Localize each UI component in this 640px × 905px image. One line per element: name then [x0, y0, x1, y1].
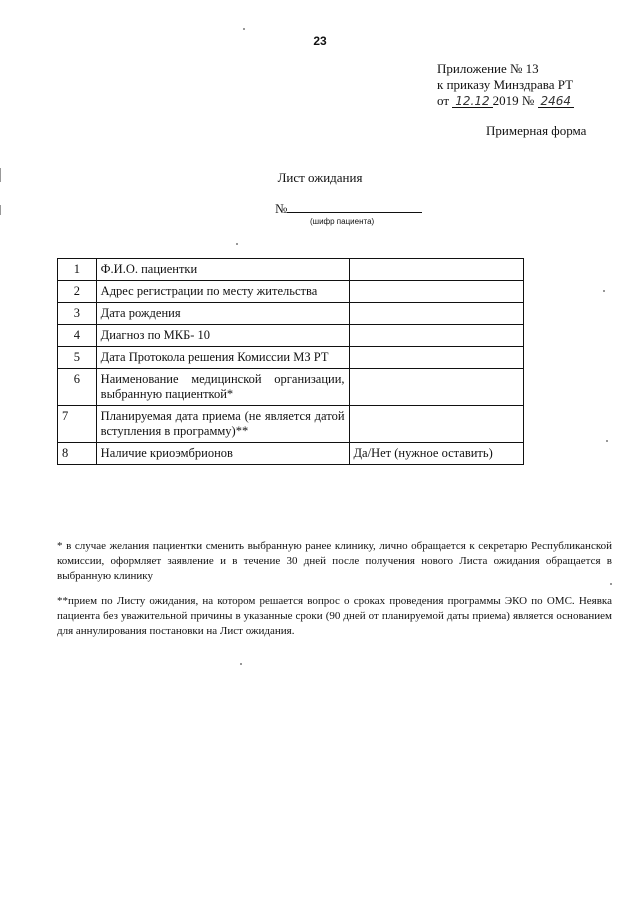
scan-speck	[243, 28, 245, 30]
row-number: 4	[58, 325, 97, 347]
cipher-caption: (шифр пациента)	[310, 217, 375, 226]
row-value	[349, 406, 523, 443]
appendix-date-prefix: от	[437, 93, 450, 108]
row-number: 6	[58, 369, 97, 406]
appendix-line-2: к приказу Минздрава РТ	[437, 77, 574, 92]
row-label: Наличие криоэмбрионов	[96, 443, 349, 465]
row-label: Ф.И.О. пациентки	[96, 259, 349, 281]
row-number: 3	[58, 303, 97, 325]
row-value	[349, 369, 523, 406]
table-row	[58, 325, 524, 347]
table-row	[58, 303, 524, 325]
row-label: Планируемая дата приема (не является датой вступления в программу)**	[96, 406, 349, 443]
row-value	[349, 303, 523, 325]
handwritten-order-number: 2464	[538, 95, 575, 108]
waiting-list-table	[57, 258, 524, 465]
row-number: 7	[58, 406, 97, 443]
patient-number-line	[275, 200, 422, 217]
table-row	[58, 259, 524, 281]
scan-edge-mark	[0, 205, 1, 215]
handwritten-date: 12.12	[452, 95, 492, 108]
table-row	[58, 443, 524, 465]
table-row	[58, 369, 524, 406]
row-value	[349, 259, 523, 281]
patient-cipher-blank	[287, 200, 422, 213]
page-number: 23	[313, 34, 327, 48]
row-value	[349, 347, 523, 369]
row-label: Адрес регистрации по месту жительства	[96, 281, 349, 303]
row-value	[349, 281, 523, 303]
table-row	[58, 347, 524, 369]
scan-speck	[610, 583, 612, 585]
row-label: Дата Протокола решения Комиссии МЗ РТ	[96, 347, 349, 369]
row-value	[349, 325, 523, 347]
table-row	[58, 281, 524, 303]
row-number: 1	[58, 259, 97, 281]
scan-speck	[236, 243, 238, 245]
appendix-line-1: Приложение № 13	[437, 61, 539, 76]
footnote-appointment: **прием по Листу ожидания, на котором решается вопрос о сроках проведения программы ЭКО по ОМС. Неявка пациента без уважительной причины в указанные сроки (90 дней от планируемой даты приема) является основанием для аннулирования постановки на Лист ожидания.	[57, 595, 612, 637]
appendix-line-3	[437, 93, 574, 109]
sample-form-label: Примерная форма	[486, 123, 587, 138]
row-label: Диагноз по МКБ- 10	[96, 325, 349, 347]
document-title: Лист ожидания	[277, 170, 363, 185]
row-number: 8	[58, 443, 97, 465]
scan-speck	[606, 440, 608, 442]
scan-speck	[603, 290, 605, 292]
scan-speck	[240, 663, 242, 665]
row-number: 2	[58, 281, 97, 303]
row-value: Да/Нет (нужное оставить)	[349, 443, 523, 465]
appendix-header	[437, 61, 574, 109]
scan-edge-mark	[0, 168, 1, 182]
table-row	[58, 406, 524, 443]
row-label: Наименование медицинской организации, выбранную пациенткой*	[96, 369, 349, 406]
appendix-year: 2019 №	[492, 93, 535, 108]
row-number: 5	[58, 347, 97, 369]
row-label: Дата рождения	[96, 303, 349, 325]
number-sign: №	[275, 201, 288, 216]
footnote-clinic-change: * в случае желания пациентки сменить выбранную ранее клинику, лично обращается к секретарю Республиканской комиссии, оформляет заявление и в течение 30 дней после получения нового Листа ожидания обращается в выбранную клинику	[57, 540, 612, 582]
